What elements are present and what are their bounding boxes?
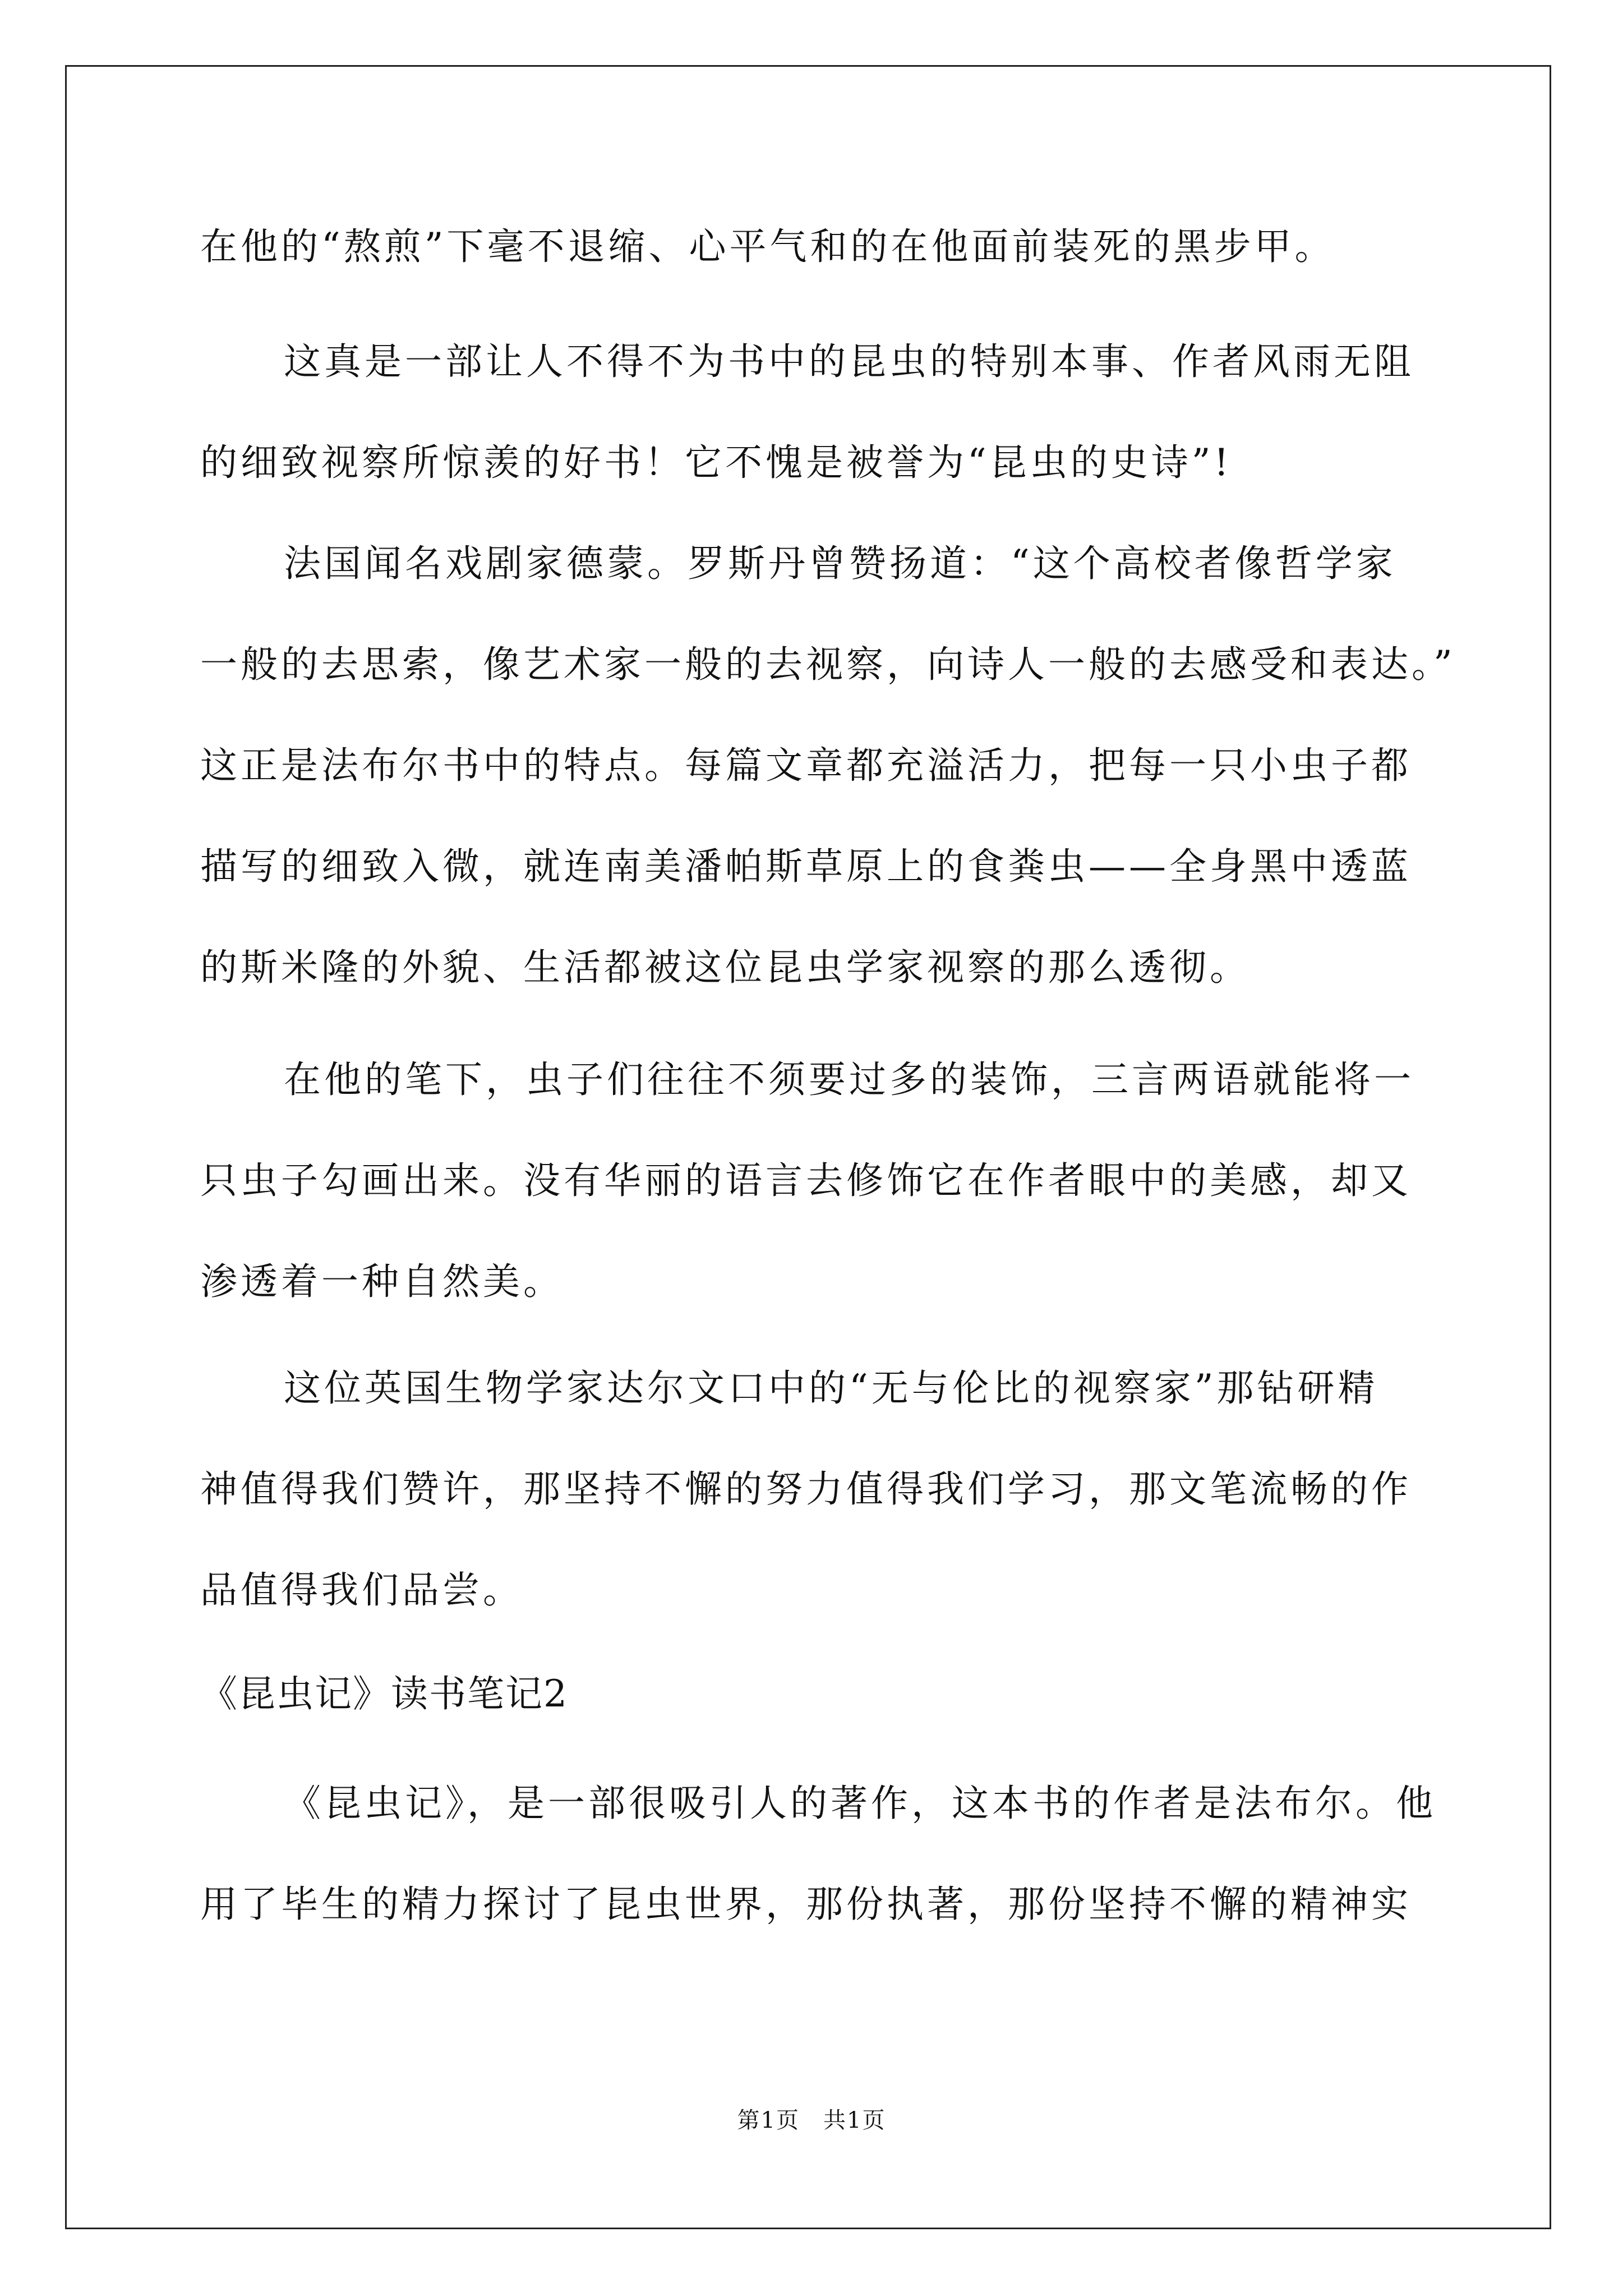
text-line: 一般的去思索，像艺术家一般的去视察，向诗人一般的去感受和表达。”	[200, 643, 1456, 686]
text-line: 用了毕生的精力探讨了昆虫世界，那份执著，那份坚持不懈的精神实	[200, 1883, 1412, 1926]
text-line: 描写的细致入微，就连南美潘帕斯草原上的食粪虫——全身黑中透蓝	[200, 845, 1412, 888]
paragraph-start: 这位英国生物学家达尔文口中的“无与伦比的视察家”那钻研精	[284, 1366, 1378, 1410]
paragraph-start: 《昆虫记》，是一部很吸引人的著作，这本书的作者是法布尔。他	[284, 1782, 1436, 1825]
text-line: 只虫子勾画出来。没有华丽的语言去修饰它在作者眼中的美感，却又	[200, 1159, 1412, 1202]
text-line: 的细致视察所惊羡的好书！它不愧是被誉为“昆虫的史诗”!	[200, 441, 1233, 484]
text-line: 品值得我们品尝。	[200, 1568, 523, 1612]
text-line: 在他的“熬煎”下毫不退缩、心平气和的在他面前装死的黑步甲。	[200, 225, 1335, 268]
text-line: 这正是法布尔书中的特点。每篇文章都充溢活力，把每一只小虫子都	[200, 744, 1412, 787]
page-footer: 第1页 共1页	[737, 2108, 886, 2133]
section-heading: 《昆虫记》读书笔记2	[200, 1672, 568, 1715]
text-line: 神值得我们赞许，那坚持不懈的努力值得我们学习，那文笔流畅的作	[200, 1467, 1412, 1511]
paragraph-start: 法国闻名戏剧家德蒙。罗斯丹曾赞扬道：“这个高校者像哲学家	[284, 542, 1396, 585]
text-line: 的斯米隆的外貌、生活都被这位昆虫学家视察的那么透彻。	[200, 946, 1250, 989]
paragraph-start: 在他的笔下，虫子们往往不须要过多的装饰，三言两语就能将一	[284, 1058, 1414, 1101]
paragraph-start: 这真是一部让人不得不为书中的昆虫的特别本事、作者风雨无阻	[284, 340, 1414, 383]
text-line: 渗透着一种自然美。	[200, 1260, 564, 1303]
